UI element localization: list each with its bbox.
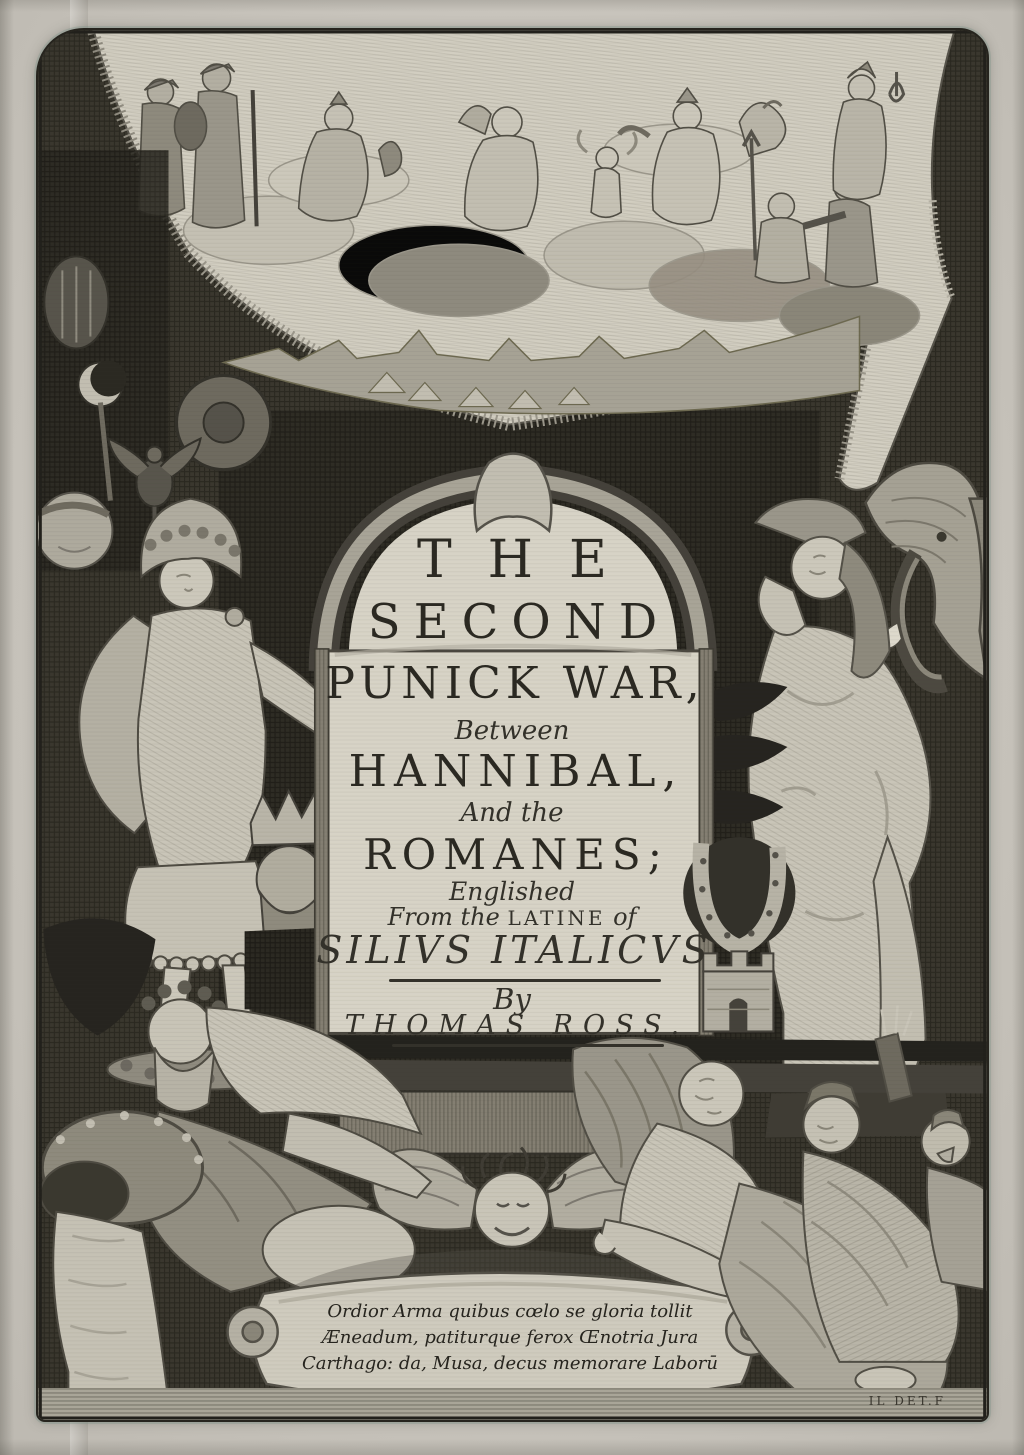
title-line-between: Between	[454, 716, 570, 746]
title-line-punick-war: PUNICK WAR,	[325, 658, 705, 709]
title-line-and-the: And the	[460, 798, 564, 828]
title-line-hannibal: HANNIBAL,	[348, 746, 684, 797]
from-post: of	[605, 903, 637, 931]
engraver-signature: IL DET.F	[868, 1394, 946, 1408]
title-line-from-the-latine-of	[297, 903, 727, 931]
from-pre: From the	[387, 903, 508, 931]
title-line-romanes: ROMANES;	[363, 830, 669, 879]
from-latine: LATINE	[507, 906, 606, 930]
verse-line-3: Carthago: da, Musa, decus memorare Laborū	[302, 1353, 718, 1374]
verse-line-2: Æneadum, patiturque ferox Œnotria Jura	[321, 1327, 699, 1348]
rule-below-author	[392, 1044, 664, 1047]
latin-verse	[300, 1299, 720, 1377]
title-line-silius-italicus: SILIVS ITALICVS	[316, 928, 712, 972]
title-line-the: THE	[417, 530, 643, 590]
title-line-thomas-ross: THOMAS ROSS.	[344, 1010, 690, 1041]
title-line-second: SECOND	[367, 594, 671, 650]
title-line-englished: Englished	[448, 877, 576, 906]
verse-line-1: Ordior Arma quibus cœlo se gloria tollit	[327, 1301, 693, 1322]
title-line-by: By	[493, 982, 531, 1016]
